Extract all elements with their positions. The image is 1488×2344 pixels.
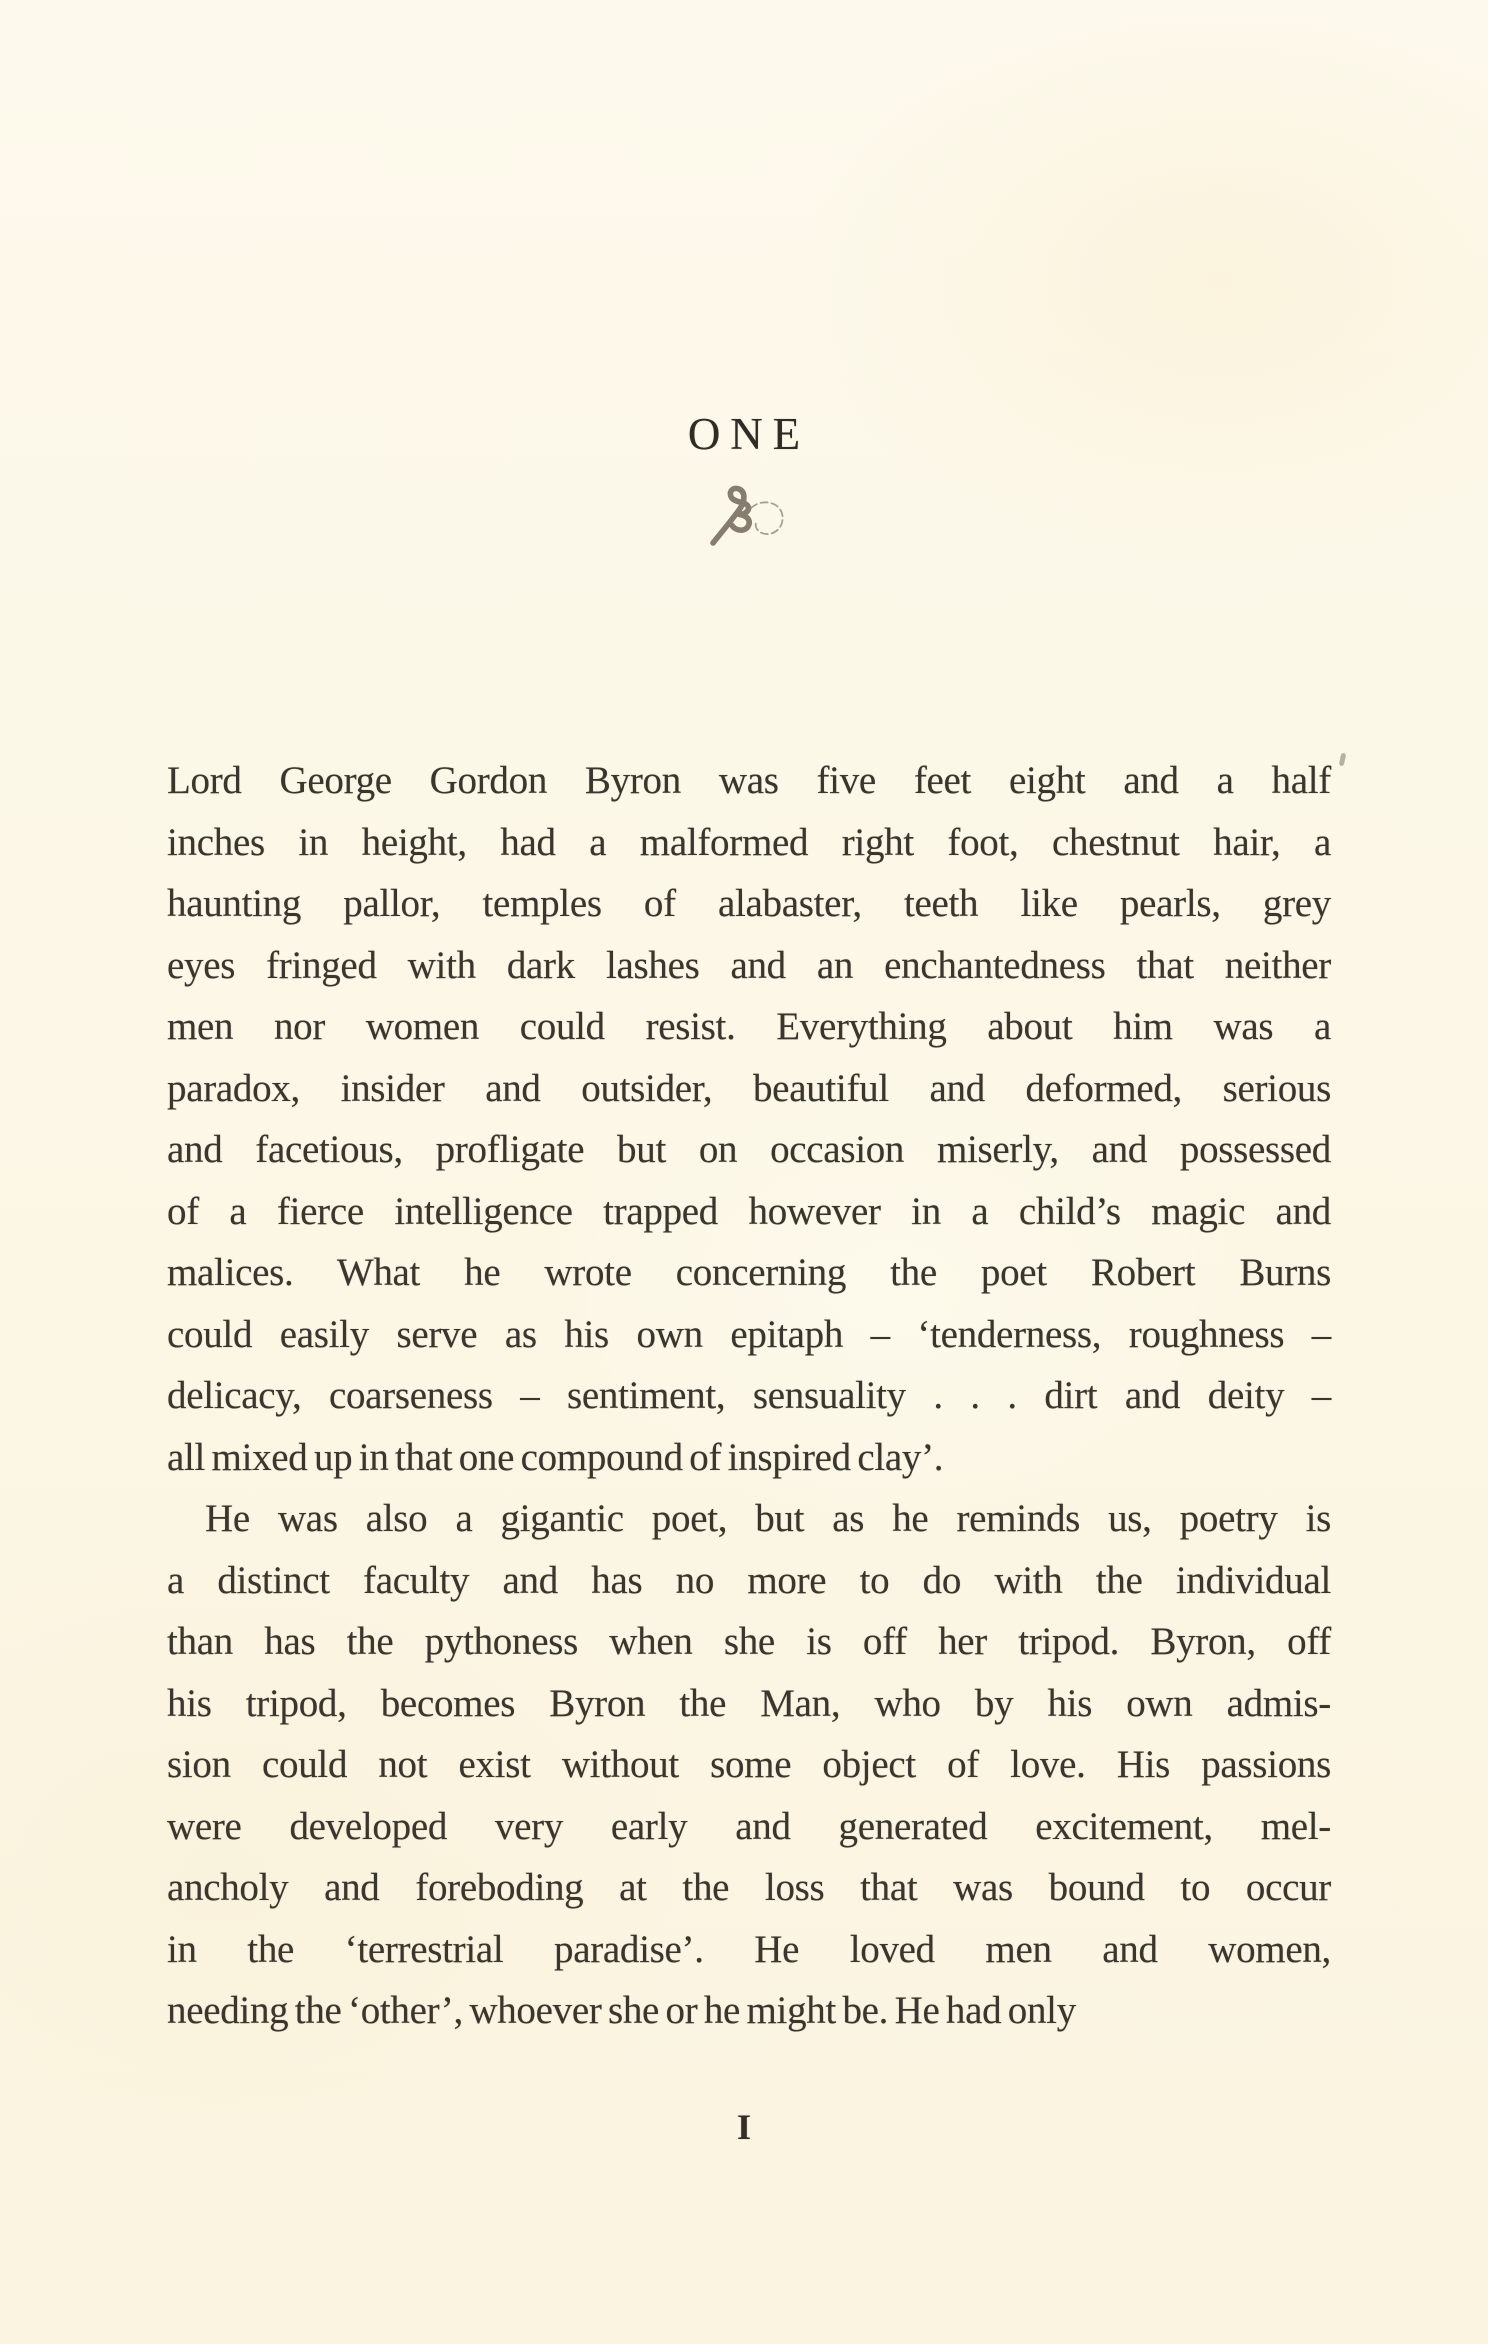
text-line: eyes fringed with dark lashes and an enchantedness that neither (167, 943, 1331, 987)
text-line: of a fierce intelligence trapped however in a child’s magic and (167, 1189, 1331, 1233)
text-line: and facetious, profligate but on occasion miserly, and possessed (167, 1128, 1331, 1171)
text-line: could easily serve as his own epitaph – ‘tenderness, roughness – (167, 1312, 1331, 1356)
text-line: delicacy, coarseness – sentiment, sensuality . . . dirt and deity – (167, 1374, 1331, 1417)
text-line: were developed very early and generated excitement, mel- (167, 1804, 1331, 1848)
text-line: than has the pythoness when she is off her tripod. Byron, off (167, 1620, 1331, 1663)
text-line: Lord George Gordon Byron was five feet eight and a half (167, 759, 1331, 802)
scan-speck (1339, 753, 1347, 767)
text-line: all mixed up in that one compound of inspired clay’. (167, 1435, 944, 1479)
fleuron-ornament-icon (703, 477, 793, 551)
text-line: malices. What he wrote concerning the poet Robert Burns (167, 1251, 1331, 1294)
text-line: He was also a gigantic poet, but as he reminds us, poetry is (205, 1497, 1331, 1540)
chapter-title: ONE (687, 409, 811, 459)
text-line: his tripod, becomes Byron the Man, who by his own admis- (167, 1681, 1331, 1725)
text-line: inches in height, had a malformed right foot, chestnut hair, a (167, 820, 1331, 864)
text-line: a distinct faculty and has no more to do with the individual (167, 1558, 1331, 1602)
body-text (167, 750, 1331, 2042)
text-line: in the ‘terrestrial paradise’. He loved men and women, (167, 1927, 1331, 1971)
page-number: I (736, 2107, 751, 2147)
text-line: haunting pallor, temples of alabaster, teeth like pearls, grey (167, 882, 1331, 925)
text-line: sion could not exist without some object of love. His passions (167, 1743, 1331, 1786)
text-line: needing the ‘other’, whoever she or he might be. He had only (167, 1989, 1076, 2032)
text-line: paradox, insider and outsider, beautiful and deformed, serious (167, 1066, 1331, 1110)
text-line: men nor women could resist. Everything about him was a (167, 1005, 1331, 1048)
text-line: ancholy and foreboding at the loss that was bound to occur (167, 1866, 1331, 1909)
